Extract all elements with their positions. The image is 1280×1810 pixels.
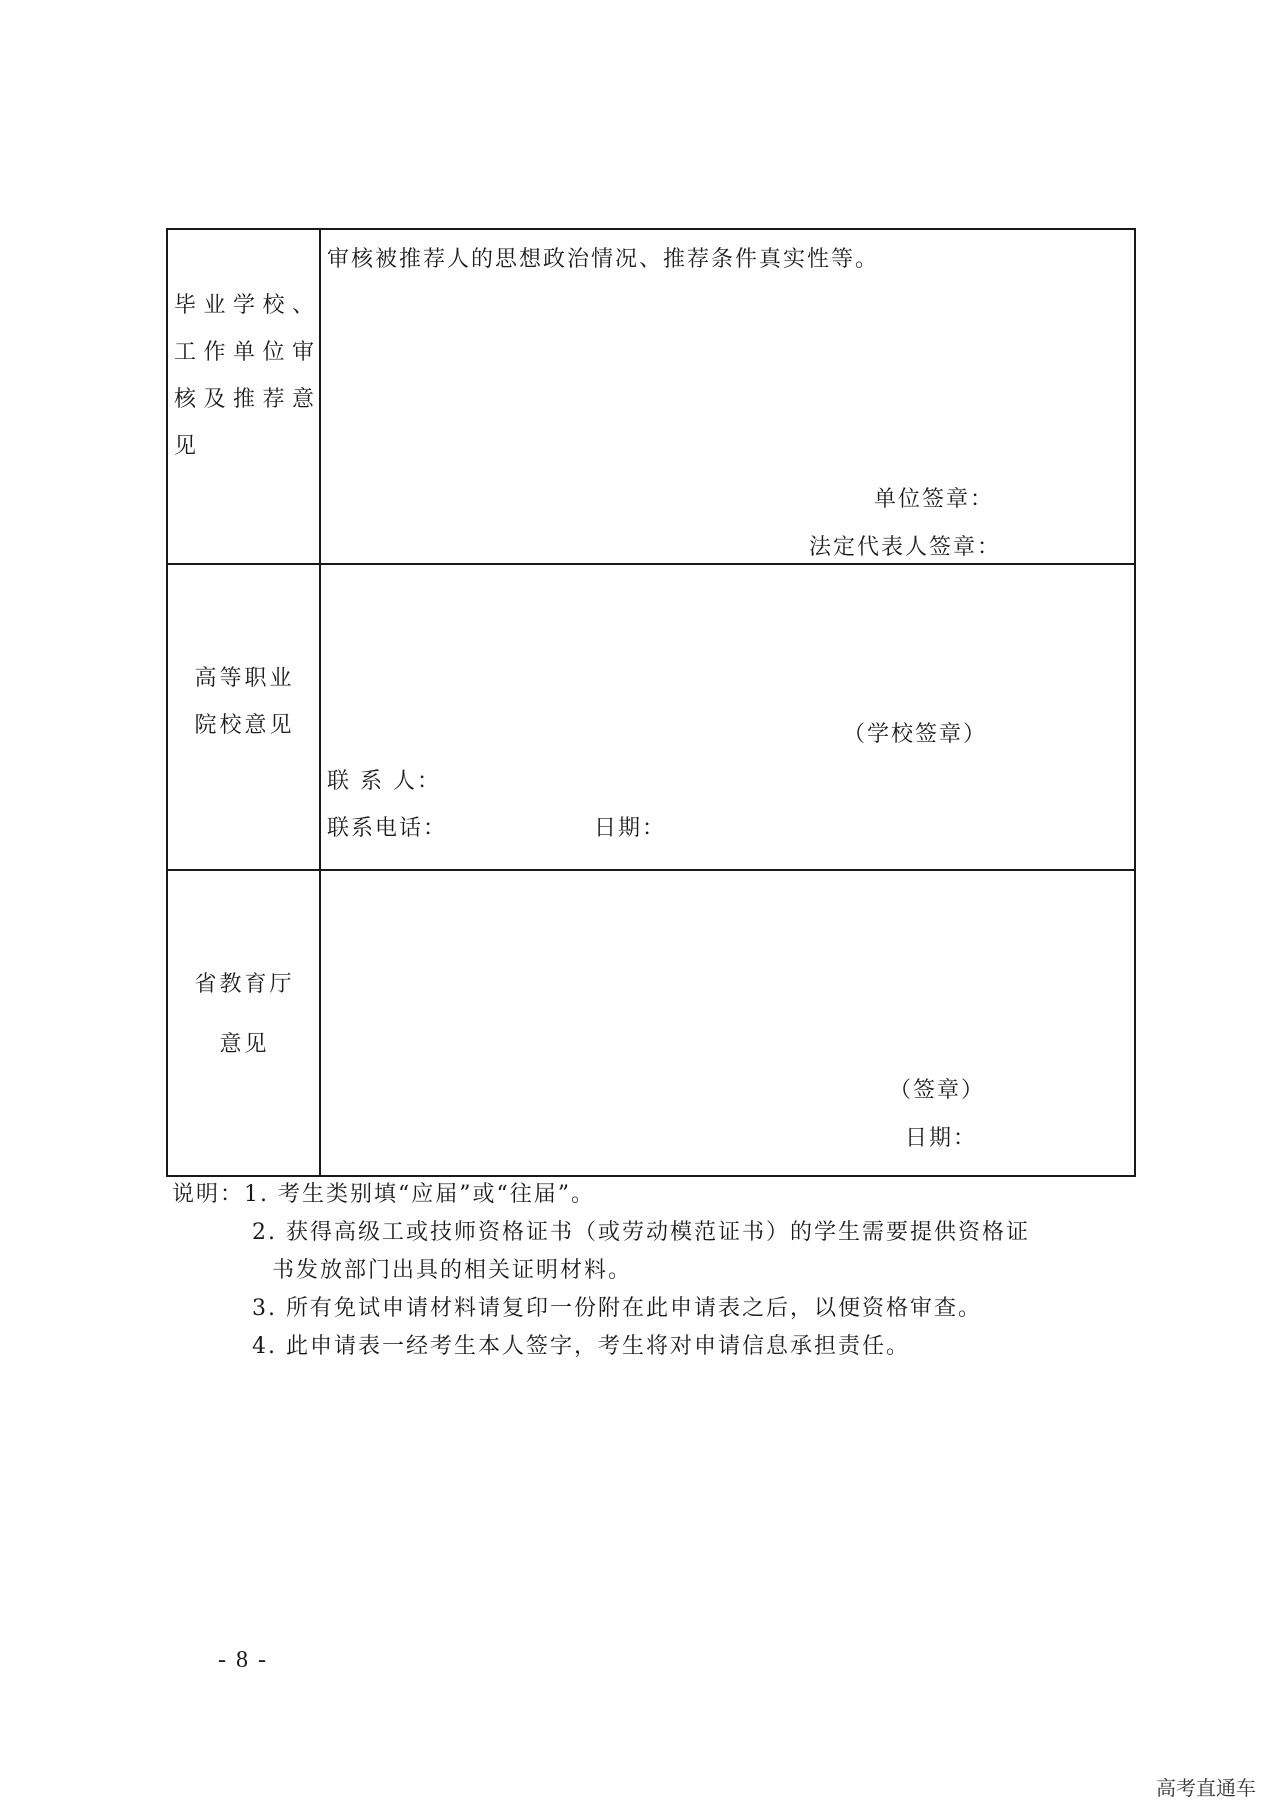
college-opinion-row (167, 564, 1135, 870)
unit-seal-label: 单位签章： (874, 487, 995, 512)
page-number: - 8 - (218, 1647, 268, 1673)
college-opinion-label-line2: 院校意见 (194, 713, 295, 738)
dept-date-label: 日期： (905, 1126, 978, 1151)
education-dept-content-cell[interactable] (320, 870, 1135, 1176)
application-form-table (166, 228, 1136, 1177)
school-review-label-cell (167, 229, 320, 564)
school-review-content-cell[interactable] (320, 229, 1135, 564)
notes-title: 说明： (172, 1182, 245, 1207)
legal-rep-signature-label: 法定代表人签章： (809, 535, 1002, 560)
college-opinion-label-line1: 高等职业 (194, 666, 295, 691)
watermark: 高考直通车 (1156, 1776, 1256, 1800)
school-review-row (167, 229, 1135, 564)
note-item-3: 3. 所有免试申请材料请复印一份附在此申请表之后，以便资格审查。 (252, 1296, 982, 1321)
contact-person-label: 联 系 人： (327, 769, 441, 794)
note-item-4: 4. 此申请表一经考生本人签字，考生将对申请信息承担责任。 (252, 1334, 910, 1359)
college-opinion-content-cell[interactable] (320, 564, 1135, 870)
education-dept-label-cell (167, 870, 320, 1176)
review-instruction: 审核被推荐人的思想政治情况、推荐条件真实性等。 (327, 247, 880, 272)
dept-seal-label: （签章） (889, 1078, 986, 1103)
college-opinion-label-cell (167, 564, 320, 870)
note-item-2: 2. 获得高级工或技师资格证书（或劳动模范证书）的学生需要提供资格证 (252, 1220, 1030, 1245)
contact-phone-label: 联系电话： (327, 816, 448, 841)
school-review-label: 毕业学校、工作单位审核及推荐意见 (174, 293, 320, 459)
education-dept-label-line1: 省教育厅 (194, 972, 295, 997)
college-date-label: 日期： (594, 816, 667, 841)
notes-section (172, 1176, 1030, 1366)
school-seal-label: （学校签章） (843, 722, 988, 747)
notes-line-1 (172, 1176, 1030, 1214)
education-dept-row (167, 870, 1135, 1176)
note-item-1: 1. 考生类别填“应届”或“往届”。 (244, 1182, 595, 1207)
note-item-2-continued: 书发放部门出具的相关证明材料。 (272, 1258, 633, 1283)
education-dept-label-line2: 意见 (219, 1032, 270, 1057)
